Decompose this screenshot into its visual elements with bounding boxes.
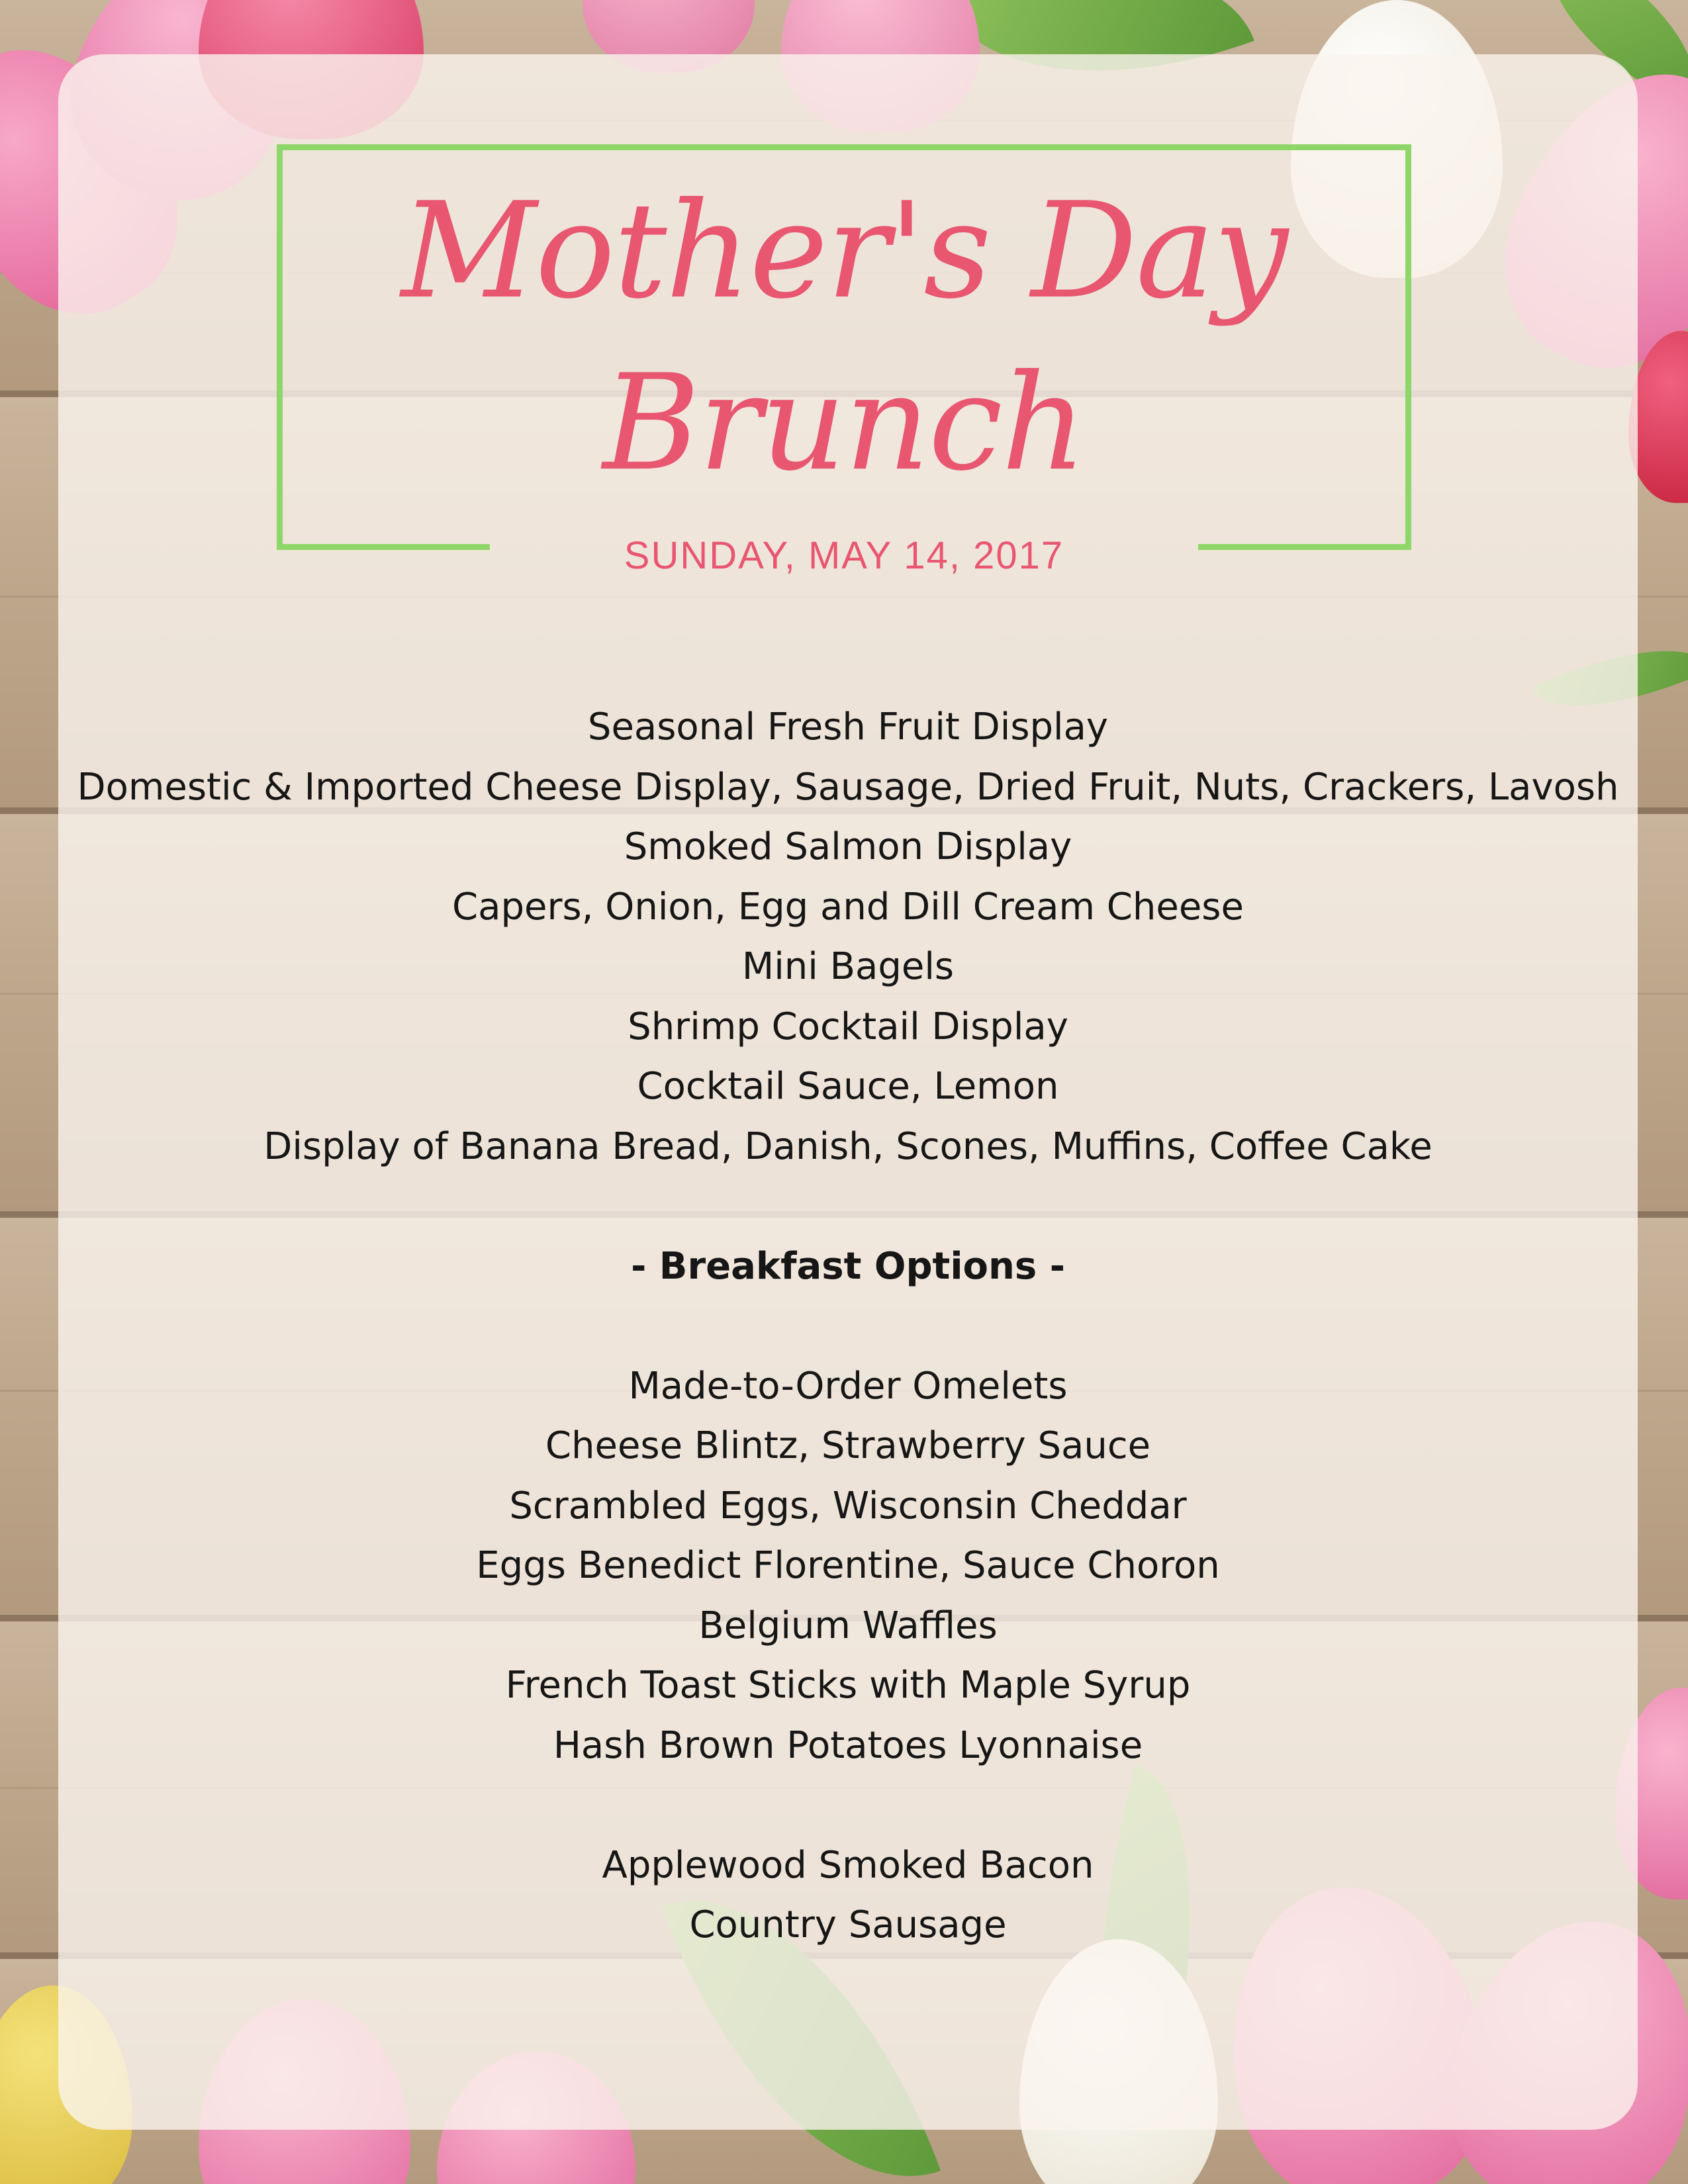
menu-spacer [58,1177,1638,1237]
menu-item: French Toast Sticks with Maple Syrup [505,1664,1191,1707]
menu-item: Shrimp Cocktail Display [628,1005,1068,1048]
menu-item: Cheese Blintz, Strawberry Sauce [545,1424,1151,1467]
breakfast-heading: - Breakfast Options - [631,1244,1065,1288]
title-frame-bottom-left [277,544,490,550]
menu-item: Mini Bagels [741,945,955,988]
menu-item: Hash Brown Potatoes Lyonnaise [553,1723,1143,1767]
title-line-2: Brunch [602,346,1086,500]
menu-item: Applewood Smoked Bacon [602,1843,1094,1887]
menu-item: Belgium Waffles [698,1604,998,1647]
menu-item: Country Sausage [689,1903,1007,1946]
event-date: SUNDAY, MAY 14, 2017 [624,534,1064,577]
menu-list [58,698,1638,1956]
menu-item: Smoked Salmon Display [624,825,1072,868]
menu-item: Domestic & Imported Cheese Display, Sausage, Dried Fruit, Nuts, Crackers, Lavosh [77,765,1619,809]
menu-item: Cocktail Sauce, Lemon [637,1065,1059,1108]
menu-item: Display of Banana Bread, Danish, Scones, Muffins, Coffee Cake [263,1124,1432,1168]
page-title [277,165,1411,510]
menu-item: Scrambled Eggs, Wisconsin Cheddar [509,1484,1187,1527]
title-frame-bottom-right [1198,544,1411,550]
menu-item: Seasonal Fresh Fruit Display [587,705,1109,749]
menu-item: Capers, Onion, Egg and Dill Cream Cheese [452,885,1244,929]
title-line-1: Mother's Day [400,174,1288,328]
menu-spacer [58,1297,1638,1357]
menu-item: Eggs Benedict Florentine, Sauce Choron [476,1544,1220,1587]
menu-spacer [58,1776,1638,1836]
menu-item: Made-to-Order Omelets [628,1364,1068,1408]
